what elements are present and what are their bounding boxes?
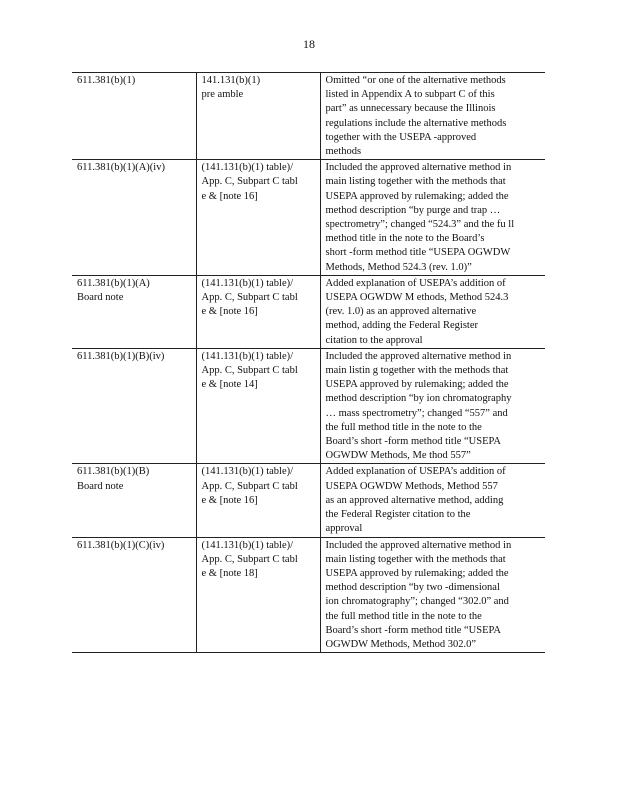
change-description-cell [320, 275, 545, 348]
change-description-line: part” as unnecessary because the Illinois [325, 103, 496, 115]
source-line: e & [note 14] [201, 379, 258, 391]
source-line: e & [note 16] [201, 306, 258, 318]
table-row [72, 537, 545, 653]
section-cell [72, 275, 196, 348]
table-row [72, 275, 545, 348]
change-description-line: USEPA approved by rulemaking; added the [325, 190, 509, 202]
change-description-line: short -form method title “USEPA OGWDW [325, 247, 511, 259]
change-description-line: the full method title in the note to the [325, 610, 482, 622]
change-description-line: the Federal Register citation to the [325, 509, 471, 521]
change-description-line: Included the approved alternative method in [325, 350, 512, 362]
change-description-line: USEPA OGWDW M ethods, Method 524.3 [325, 292, 509, 304]
change-description-line: together with the USEPA -approved [325, 131, 477, 143]
change-description-line: USEPA OGWDW Methods, Method 557 [325, 480, 498, 492]
change-description-line: OGWDW Methods, Me thod 557” [325, 450, 471, 462]
source-line: App. C, Subpart C tabl [201, 480, 298, 492]
change-description-line: Added explanation of USEPA’s addition of [325, 466, 506, 478]
source-cell [196, 73, 320, 160]
change-description-line: approval [325, 523, 363, 535]
source-line: (141.131(b)(1) table)/ [201, 539, 294, 551]
amendments-table [72, 72, 545, 653]
source-line: e & [note 16] [201, 494, 258, 506]
change-description-line: ion chromatography”; changed “302.0” and [325, 596, 509, 608]
source-line: (141.131(b)(1) table)/ [201, 277, 294, 289]
change-description-cell [320, 537, 545, 653]
source-line: App. C, Subpart C tabl [201, 365, 298, 377]
change-description-cell [320, 348, 545, 464]
source-cell [196, 275, 320, 348]
table-body [72, 73, 545, 653]
change-description-line: main listin g together with the methods that [325, 365, 509, 377]
change-description-line: regulations include the alternative methods [325, 117, 507, 129]
change-description-line: citation to the approval [325, 334, 423, 346]
change-description-line: method description “by purge and trap … [325, 204, 501, 216]
table-row [72, 73, 545, 160]
source-line: e & [note 16] [201, 190, 258, 202]
section-line: 611.381(b)(1)(A) [77, 277, 150, 289]
source-cell [196, 160, 320, 276]
change-description-line: Methods, Method 524.3 (rev. 1.0)” [325, 261, 472, 273]
source-cell [196, 464, 320, 537]
change-description-line: Included the approved alternative method in [325, 162, 512, 174]
section-line: 611.381(b)(1) [77, 75, 136, 86]
change-description-line: Included the approved alternative method in [325, 539, 512, 551]
section-cell [72, 348, 196, 464]
page-number: 18 [303, 37, 315, 51]
change-description-line: method description “by two -dimensional [325, 582, 500, 594]
section-cell [72, 537, 196, 653]
change-description-line: Omitted “or one of the alternative methods [325, 75, 506, 86]
source-line: e & [note 18] [201, 567, 258, 579]
change-description-line: methods [325, 146, 362, 158]
section-line: 611.381(b)(1)(A)(iv) [77, 162, 165, 174]
change-description-line: spectrometry”; changed “524.3” and the fu ll [325, 219, 515, 231]
change-description-line: listed in Appendix A to subpart C of this [325, 89, 495, 101]
section-line: 611.381(b)(1)(B) [77, 466, 150, 478]
source-line: App. C, Subpart C tabl [201, 553, 298, 565]
change-description-line: USEPA approved by rulemaking; added the [325, 379, 509, 391]
table-row [72, 160, 545, 276]
section-line: Board note [77, 292, 124, 304]
section-line: 611.381(b)(1)(B)(iv) [77, 350, 165, 362]
section-cell [72, 160, 196, 276]
change-description-line: main listing together with the methods that [325, 176, 506, 188]
section-line: Board note [77, 480, 124, 492]
section-line: 611.381(b)(1)(C)(iv) [77, 539, 165, 551]
change-description-line: method description “by ion chromatography [325, 393, 512, 405]
change-description-line: main listing together with the methods that [325, 553, 506, 565]
change-description-line: the full method title in the note to the [325, 421, 482, 433]
change-description-line: Added explanation of USEPA’s addition of [325, 277, 506, 289]
change-description-cell [320, 464, 545, 537]
source-line: App. C, Subpart C tabl [201, 176, 298, 188]
source-line: (141.131(b)(1) table)/ [201, 350, 294, 362]
source-line: App. C, Subpart C tabl [201, 292, 298, 304]
section-cell [72, 73, 196, 160]
source-line: (141.131(b)(1) table)/ [201, 466, 294, 478]
source-line: (141.131(b)(1) table)/ [201, 162, 294, 174]
change-description-line: (rev. 1.0) as an approved alternative [325, 306, 477, 318]
change-description-line: as an approved alternative method, adding [325, 494, 504, 506]
change-description-line: OGWDW Methods, Method 302.0” [325, 638, 477, 650]
table-row [72, 348, 545, 464]
change-description-line: Board’s short -form method title “USEPA [325, 436, 501, 448]
source-line: pre amble [201, 89, 244, 101]
change-description-line: … mass spectrometry”; changed “557” and [325, 407, 508, 419]
change-description-line: method, adding the Federal Register [325, 320, 479, 332]
source-cell [196, 537, 320, 653]
change-description-line: USEPA approved by rulemaking; added the [325, 567, 509, 579]
table-row [72, 464, 545, 537]
change-description-line: method title in the note to the Board’s [325, 233, 485, 245]
section-cell [72, 464, 196, 537]
source-line: 141.131(b)(1) [201, 75, 261, 86]
source-cell [196, 348, 320, 464]
change-description-line: Board’s short -form method title “USEPA [325, 624, 501, 636]
change-description-cell [320, 73, 545, 160]
change-description-cell [320, 160, 545, 276]
